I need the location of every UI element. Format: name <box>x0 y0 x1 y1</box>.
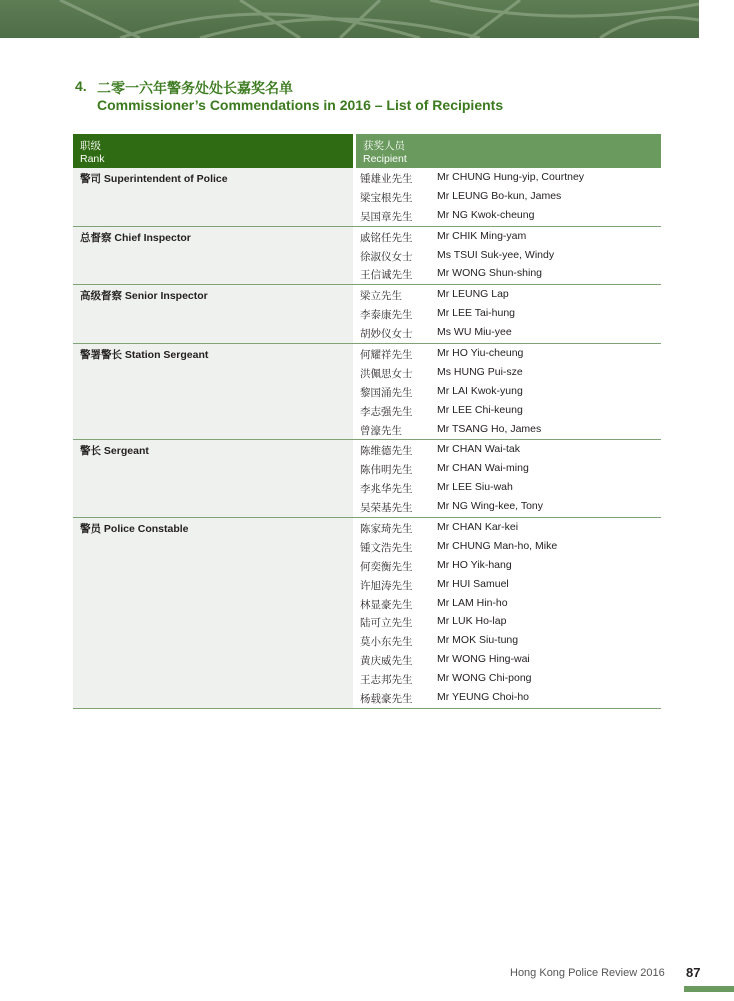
recipient-name-en: Mr LEE Tai-hung <box>437 307 516 320</box>
rank-cell <box>73 518 353 708</box>
recipient-name-zh: 吴国章先生 <box>360 210 413 223</box>
recipient-name-zh: 莫小东先生 <box>360 636 413 649</box>
recipient-name-en: Mr LAM Hin-ho <box>437 596 508 609</box>
table-row <box>360 207 661 226</box>
table-row <box>360 421 661 440</box>
section-title-zh: 二零一六年警务处处长嘉奖名单 <box>97 80 293 96</box>
rank-group <box>73 518 661 709</box>
section-number: 4. <box>75 78 87 94</box>
recipient-name-zh: 何奕衡先生 <box>360 560 413 573</box>
recipient-name-zh: 陈伟明先生 <box>360 464 413 477</box>
recipient-name-en: Mr CHAN Kar-kei <box>437 521 519 534</box>
recipient-name-en: Mr LAI Kwok-yung <box>437 384 523 397</box>
recipients-table <box>73 134 661 709</box>
recipient-name-zh: 李泰康先生 <box>360 309 413 322</box>
table-row <box>360 519 661 538</box>
recipient-name-en: Mr CHIK Ming-yam <box>437 229 527 242</box>
recipient-list <box>360 285 661 343</box>
recipient-name-en: Mr TSANG Ho, James <box>437 422 542 435</box>
table-row <box>360 402 661 421</box>
table-row <box>360 498 661 517</box>
recipient-list <box>360 440 661 517</box>
footer-accent-bar <box>684 986 734 992</box>
recipient-name-en: Mr LUK Ho-lap <box>437 615 507 628</box>
recipient-name-en: Mr WONG Shun-shing <box>437 267 543 280</box>
rank-group <box>73 285 661 344</box>
recipient-name-en: Mr WONG Hing-wai <box>437 653 530 666</box>
table-row <box>360 689 661 708</box>
table-body <box>73 168 661 709</box>
table-row <box>360 632 661 651</box>
recipient-name-zh: 李兆华先生 <box>360 483 413 496</box>
recipient-name-zh: 陈维德先生 <box>360 445 413 458</box>
recipient-name-zh: 许旭涛先生 <box>360 579 413 592</box>
rank-header-zh: 职级 <box>80 140 101 152</box>
table-row <box>360 576 661 595</box>
recipient-name-en: Mr CHAN Wai-tak <box>437 443 521 456</box>
recipient-name-en: Mr CHAN Wai-ming <box>437 462 529 475</box>
rank-label: 警员 Police Constable <box>80 523 189 536</box>
table-row <box>360 305 661 324</box>
table-row <box>360 324 661 343</box>
recipient-list <box>360 227 661 285</box>
rank-label: 总督察 Chief Inspector <box>80 231 191 244</box>
rank-label: 警长 Sergeant <box>80 445 149 458</box>
recipient-name-zh: 王信诚先生 <box>360 269 413 282</box>
recipient-header-zh: 获奖人员 <box>363 140 405 152</box>
table-row <box>360 557 661 576</box>
table-row <box>360 613 661 632</box>
table-row <box>360 670 661 689</box>
recipient-name-zh: 梁宝根先生 <box>360 191 413 204</box>
table-row <box>360 479 661 498</box>
recipient-header-en: Recipient <box>363 153 407 165</box>
recipient-name-zh: 杨载豪先生 <box>360 693 413 706</box>
rank-column-header <box>73 134 353 168</box>
table-row <box>360 286 661 305</box>
publication-title: Hong Kong Police Review 2016 <box>510 967 665 979</box>
recipient-name-en: Mr LEUNG Bo-kun, James <box>437 189 562 202</box>
recipient-name-en: Mr HO Yiu-cheung <box>437 347 524 360</box>
table-row <box>360 441 661 460</box>
table-row <box>360 364 661 383</box>
rank-header-en: Rank <box>80 153 105 165</box>
section-title-en: Commissioner’s Commendations in 2016 – List of Recipients <box>97 97 504 113</box>
recipient-name-zh: 洪佩思女士 <box>360 367 413 380</box>
recipient-name-en: Mr LEE Siu-wah <box>437 481 513 494</box>
rank-group <box>73 344 661 440</box>
table-row <box>360 538 661 557</box>
recipient-name-en: Mr HO Yik-hang <box>437 558 512 571</box>
table-row <box>360 188 661 207</box>
rank-label: 警司 Superintendent of Police <box>80 173 228 185</box>
recipient-name-en: Mr NG Wing-kee, Tony <box>437 500 543 513</box>
recipient-name-zh: 林显豪先生 <box>360 598 413 611</box>
recipient-name-en: Ms TSUI Suk-yee, Windy <box>437 248 555 261</box>
recipient-name-en: Mr WONG Chi-pong <box>437 672 532 685</box>
recipient-name-en: Mr CHUNG Hung-yip, Courtney <box>437 171 585 183</box>
recipient-name-en: Ms HUNG Pui-sze <box>437 365 523 378</box>
recipient-name-zh: 黎国涌先生 <box>360 386 413 399</box>
recipient-name-en: Mr LEUNG Lap <box>437 288 509 301</box>
recipient-name-zh: 锺雄业先生 <box>360 173 413 185</box>
recipient-name-en: Mr CHUNG Man-ho, Mike <box>437 539 558 552</box>
recipient-name-en: Mr NG Kwok-cheung <box>437 208 535 221</box>
table-row <box>360 228 661 247</box>
recipient-name-zh: 王志邦先生 <box>360 674 413 687</box>
recipient-list <box>360 518 661 708</box>
recipient-name-zh: 胡妙仪女士 <box>360 328 413 341</box>
rank-label: 警署警长 Station Sergeant <box>80 349 209 362</box>
table-row <box>360 460 661 479</box>
recipient-list <box>360 344 661 439</box>
table-row <box>360 651 661 670</box>
recipient-name-zh: 陆可立先生 <box>360 617 413 630</box>
recipient-name-zh: 梁立先生 <box>360 290 402 303</box>
recipient-name-en: Mr YEUNG Choi-ho <box>437 691 529 704</box>
recipient-name-zh: 李志强先生 <box>360 405 413 418</box>
recipient-name-zh: 吴荣基先生 <box>360 502 413 515</box>
rank-label: 高级督察 Senior Inspector <box>80 290 208 303</box>
page-number: 87 <box>686 965 701 980</box>
table-row <box>360 169 661 188</box>
recipient-list <box>360 168 661 226</box>
table-row <box>360 265 661 284</box>
recipient-name-zh: 何耀祥先生 <box>360 349 413 362</box>
recipient-name-en: Mr LEE Chi-keung <box>437 403 523 416</box>
rank-group <box>73 227 661 286</box>
recipient-name-zh: 黄庆威先生 <box>360 655 413 668</box>
recipient-column-header <box>356 134 661 168</box>
top-banner <box>0 0 699 38</box>
recipient-name-zh: 陈家琦先生 <box>360 523 413 536</box>
table-row <box>360 595 661 614</box>
recipient-name-zh: 锺文浩先生 <box>360 541 413 554</box>
rank-group <box>73 440 661 518</box>
recipient-name-en: Ms WU Miu-yee <box>437 326 512 339</box>
recipient-name-en: Mr HUI Samuel <box>437 577 509 590</box>
table-row <box>360 345 661 364</box>
rank-group <box>73 168 661 227</box>
table-header <box>73 134 661 168</box>
table-row <box>360 383 661 402</box>
recipient-name-zh: 戚铭任先生 <box>360 231 413 244</box>
recipient-name-zh: 曾濠先生 <box>360 424 402 437</box>
banner-pattern <box>0 0 699 38</box>
recipient-name-zh: 徐淑仪女士 <box>360 250 413 263</box>
recipient-name-en: Mr MOK Siu-tung <box>437 634 519 647</box>
table-row <box>360 247 661 266</box>
